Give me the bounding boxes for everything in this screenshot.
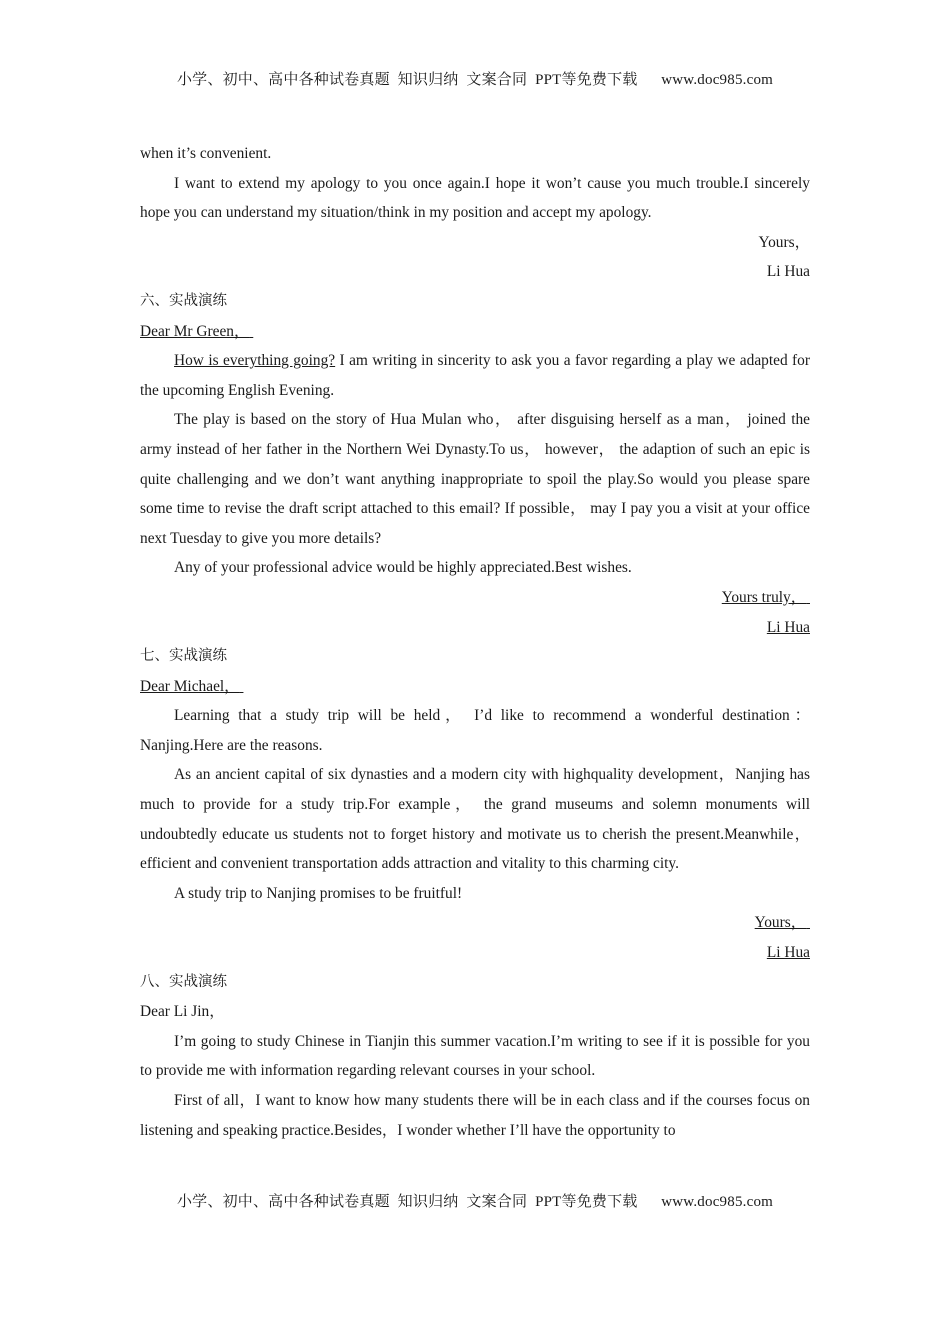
page-footer: 小学、初中、高中各种试卷真题 知识归纳 文案合同 PPT等免费下载 www.doc985.com	[176, 1194, 774, 1210]
paragraph-2: First of all，I want to know how many students there will be in each class and if the courses focus on listening and speaking practice.Besides，I wonder whether I’ll have the opportunity to	[140, 1092, 810, 1139]
paragraph-1: How is everything going? I am writing in sincerity to ask you a favor regarding a play we adapted for the upcoming English Evening.	[140, 352, 811, 399]
paragraph-3: A study trip to Nanjing promises to be fruitful!	[174, 884, 463, 902]
greeting: Dear Li Jin，	[140, 1003, 225, 1021]
section-6	[140, 287, 810, 642]
paragraph-2: The play is based on the story of Hua Mulan who， after disguising herself as a man， joined the army instead of her father in the Northern Wei Dynasty.To us， however， the adaption of such an epic is quite challenging and we don’t want anything inappropriate to spoil the play.So would you please spare some time to revise the draft script attached to this email? If possible， may I pay you a visit at your office next Tuesday to give you more details?	[140, 411, 810, 547]
apology-paragraph: I want to extend my apology to you once again.I hope it won’t cause you much trouble.I sincerely hope you can understand my situation/think in my position and accept my apology.	[140, 174, 810, 222]
continued-fragment: when it’s convenient.	[140, 145, 272, 162]
closing: Yours，	[758, 233, 810, 251]
document-body	[140, 139, 810, 1145]
closing: Yours，	[754, 914, 807, 932]
closing: Yours truly，	[721, 588, 807, 606]
section-8	[140, 968, 810, 1146]
paragraph-2: As an ancient capital of six dynasties and a modern city with highquality development，Nanjing has much to provide for a study trip.For example， the grand museums and solemn monuments will undoubtedly educate us students not to forget history and motivate us to cherish the present.Meanwhile，efficient and convenient transportation adds attraction and vitality to this charming city.	[140, 766, 810, 873]
section-7	[140, 642, 810, 968]
paragraph-1: Learning that a study trip will be held， I’d like to recommend a wonderful destination：Nanjing.Here are the reasons.	[140, 707, 810, 754]
page-header: 小学、初中、高中各种试卷真题 知识归纳 文案合同 PPT等免费下载 www.doc985.com	[176, 72, 774, 88]
section-heading: 八、实战演练	[140, 973, 227, 990]
opening-phrase: How is everything going?	[174, 352, 336, 370]
signature: Li Hua	[766, 263, 810, 281]
greeting: Dear Mr Green，	[140, 322, 250, 340]
signature: Li Hua	[766, 618, 810, 636]
paragraph-1: I’m going to study Chinese in Tianjin this summer vacation.I’m writing to see if it is possible for you to provide me with information regarding relevant courses in your school.	[140, 1032, 810, 1080]
section-previous	[140, 139, 810, 287]
greeting: Dear Michael，	[140, 677, 240, 695]
section-heading: 七、实战演练	[140, 648, 227, 665]
paragraph-3: Any of your professional advice would be highly appreciated.Best wishes.	[174, 559, 632, 577]
signature: Li Hua	[766, 944, 810, 962]
section-heading: 六、实战演练	[140, 292, 227, 309]
